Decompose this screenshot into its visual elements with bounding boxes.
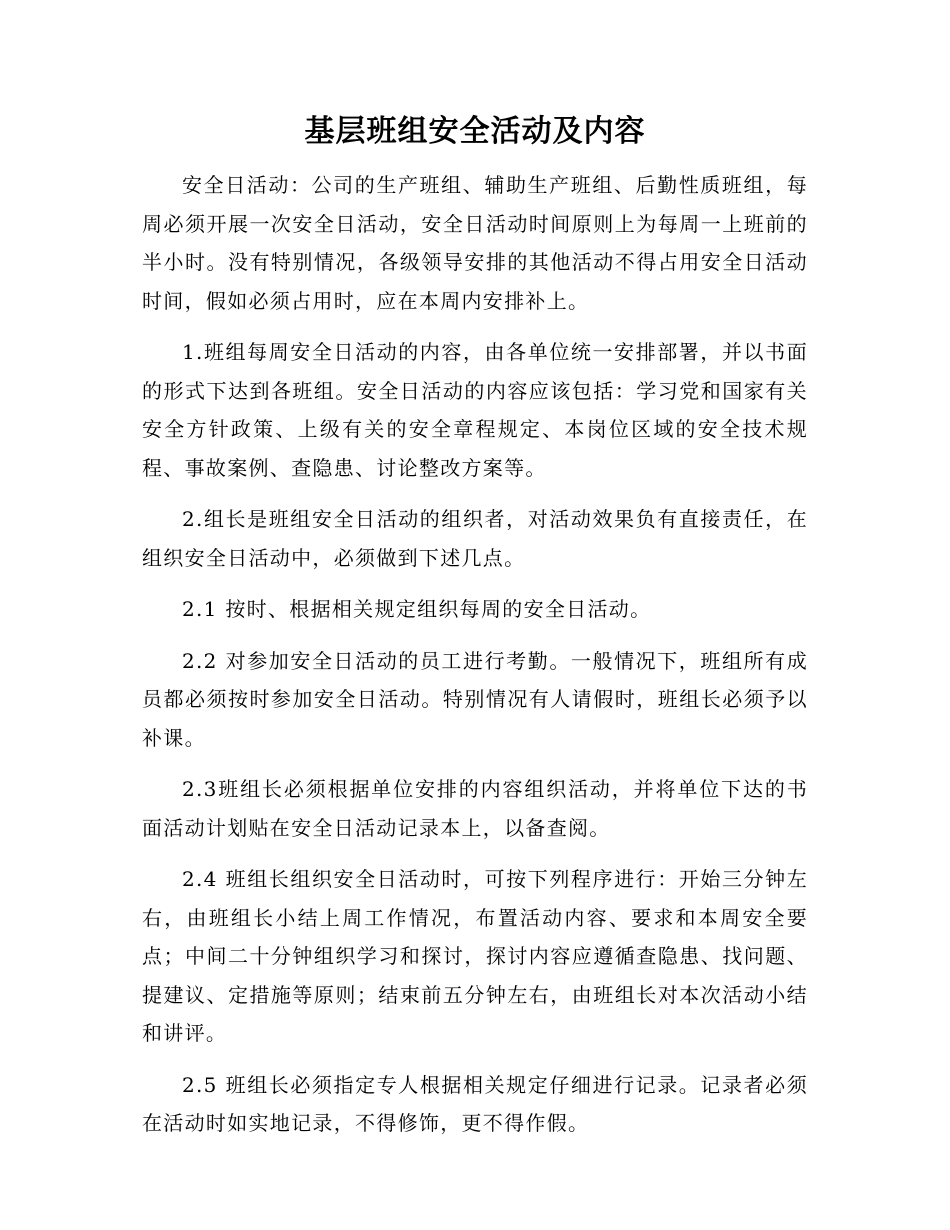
paragraph-item-2-2: 2.2 对参加安全日活动的员工进行考勤。一般情况下，班组所有成员都必须按时参加安全日活动。特别情况有人请假时，班组长必须予以补课。 [142,648,808,750]
document-title: 基层班组安全活动及内容 [304,114,646,149]
paragraph-item-2-1: 2.1 按时、根据相关规定组织每周的安全日活动。 [182,597,652,621]
document-body [142,166,808,1156]
paragraph-item-2-5: 2.5 班组长必须指定专人根据相关规定仔细进行记录。记录者必须在活动时如实地记录，不得修饰，更不得作假。 [142,1072,808,1135]
paragraph-intro: 安全日活动：公司的生产班组、辅助生产班组、后勤性质班组，每周必须开展一次安全日活动，安全日活动时间原则上为每周一上班前的半小时。没有特别情况，各级领导安排的其他活动不得占用安全日活动时间，假如必须占用时，应在本周内安排补上。 [142,173,808,313]
paragraph-item-1: 1.班组每周安全日活动的内容，由各单位统一安排部署，并以书面的形式下达到各班组。安全日活动的内容应该包括：学习党和国家有关安全方针政策、上级有关的安全章程规定、本岗位区域的安全技术规程、事故案例、查隐患、讨论整改方案等。 [142,340,808,480]
paragraph-item-2: 2.组长是班组安全日活动的组织者，对活动效果负有直接责任，在组织安全日活动中，必须做到下述几点。 [142,507,808,570]
paragraph-item-2-4: 2.4 班组长组织安全日活动时，可按下列程序进行：开始三分钟左右，由班组长小结上周工作情况，布置活动内容、要求和本周安全要点；中间二十分钟组织学习和探讨，探讨内容应遵循查隐患、找问题、提建议、定措施等原则；结束前五分钟左右，由班组长对本次活动小结和讲评。 [142,867,808,1045]
paragraph-item-2-3: 2.3班组长必须根据单位安排的内容组织活动，并将单位下达的书面活动计划贴在安全日活动记录本上，以备查阅。 [142,777,808,840]
